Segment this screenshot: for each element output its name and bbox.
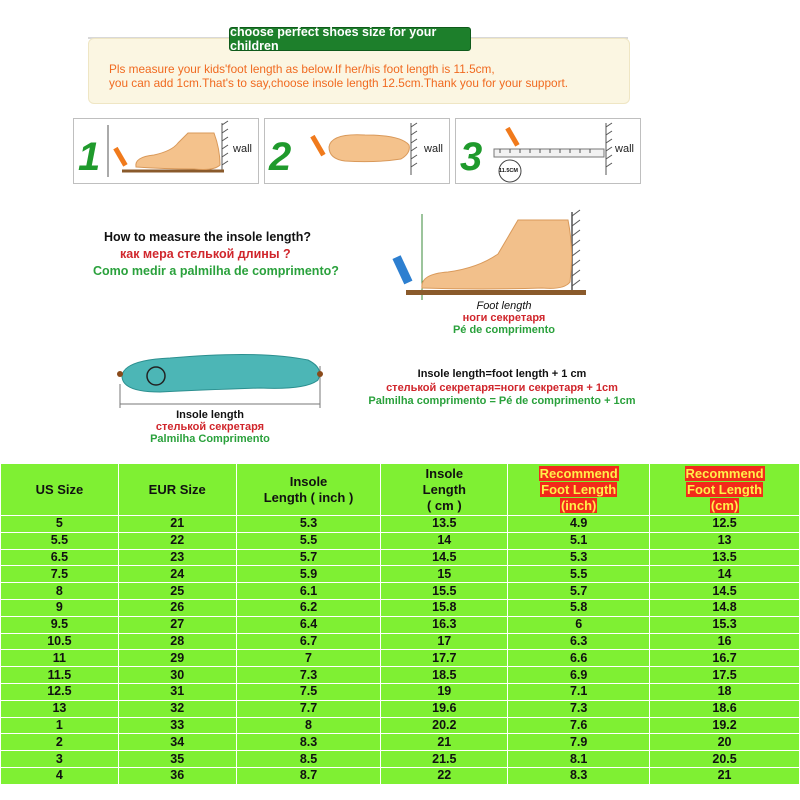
us-size-cell: 11 — [1, 650, 119, 667]
foot-top-illustration — [265, 119, 449, 183]
recommend-cm-cell: 16.7 — [650, 650, 800, 667]
us-size-cell: 7.5 — [1, 566, 119, 583]
recommend-cm-cell: 14.8 — [650, 599, 800, 616]
insole-pt: Palmilha Comprimento — [150, 433, 270, 445]
foot-length-en: Foot length — [476, 300, 532, 312]
header-line: (inch) — [560, 497, 597, 513]
insole-inch-cell: 7.5 — [236, 683, 381, 700]
ruler-reading: 11.5CM — [499, 168, 518, 174]
insole-inch-cell: 6.2 — [236, 599, 381, 616]
us-size-cell: 9 — [1, 599, 119, 616]
insole-inch-cell: 7.7 — [236, 700, 381, 717]
recommend-inch-cell: 6 — [508, 616, 650, 633]
eur-size-cell: 31 — [118, 683, 236, 700]
formula-ru: стелькой секретаря=ноги секретаря + 1cm — [386, 381, 618, 394]
insole-inch-cell: 8.3 — [236, 734, 381, 751]
eur-size-cell: 27 — [118, 616, 236, 633]
table-row — [1, 532, 800, 549]
header-eur-size: EUR Size — [118, 464, 236, 516]
table-row — [1, 616, 800, 633]
table-row — [1, 683, 800, 700]
eur-size-cell: 29 — [118, 650, 236, 667]
header-insole-cm — [381, 464, 508, 516]
header-line: Insole — [289, 473, 328, 489]
table-row — [1, 734, 800, 751]
table-row — [1, 566, 800, 583]
insole-cm-cell: 20.2 — [381, 717, 508, 734]
recommend-inch-cell: 8.3 — [508, 767, 650, 784]
recommend-cm-cell: 20 — [650, 734, 800, 751]
insole-inch-cell: 5.7 — [236, 549, 381, 566]
recommend-inch-cell: 6.6 — [508, 650, 650, 667]
step-1-panel — [73, 118, 259, 184]
header-us-size: US Size — [1, 464, 119, 516]
table-body — [1, 516, 800, 785]
recommend-cm-cell: 19.2 — [650, 717, 800, 734]
us-size-cell: 8 — [1, 583, 119, 600]
recommend-cm-cell: 12.5 — [650, 516, 800, 533]
step-number: 2 — [269, 135, 292, 179]
header-line: Length — [422, 481, 466, 497]
table-row — [1, 751, 800, 768]
how-to-ru: как мера стелькой длины ? — [120, 247, 291, 261]
table-row — [1, 583, 800, 600]
recommend-inch-cell: 4.9 — [508, 516, 650, 533]
eur-size-cell: 32 — [118, 700, 236, 717]
recommend-inch-cell: 5.1 — [508, 532, 650, 549]
insole-inch-cell: 6.7 — [236, 633, 381, 650]
us-size-cell: 4 — [1, 767, 119, 784]
insole-cm-cell: 21 — [381, 734, 508, 751]
foot-length-ru: ноги секретаря — [462, 312, 546, 324]
foot-length-caption — [444, 300, 564, 336]
recommend-cm-cell: 21 — [650, 767, 800, 784]
eur-size-cell: 28 — [118, 633, 236, 650]
recommend-inch-cell: 5.7 — [508, 583, 650, 600]
insole-cm-cell: 14 — [381, 532, 508, 549]
eur-size-cell: 26 — [118, 599, 236, 616]
insole-caption — [120, 409, 300, 445]
foot-side-illustration — [74, 119, 258, 183]
insole-cm-cell: 15.5 — [381, 583, 508, 600]
eur-size-cell: 21 — [118, 516, 236, 533]
insole-cm-cell: 13.5 — [381, 516, 508, 533]
header-recommend-cm — [650, 464, 800, 516]
us-size-cell: 9.5 — [1, 616, 119, 633]
header-insole-inch — [236, 464, 381, 516]
wall-label: wall — [424, 143, 443, 155]
insole-inch-cell: 7.3 — [236, 667, 381, 684]
table-row — [1, 667, 800, 684]
insole-ru: стелькой секретаря — [155, 421, 265, 433]
us-size-cell: 5 — [1, 516, 119, 533]
formula-text — [352, 368, 652, 409]
wall-label: wall — [233, 143, 252, 155]
us-size-cell: 2 — [1, 734, 119, 751]
ruler-illustration — [456, 119, 640, 183]
insole-cm-cell: 19.6 — [381, 700, 508, 717]
us-size-cell: 10.5 — [1, 633, 119, 650]
eur-size-cell: 30 — [118, 667, 236, 684]
step-number: 1 — [78, 135, 101, 179]
table-row — [1, 700, 800, 717]
insole-cm-cell: 16.3 — [381, 616, 508, 633]
eur-size-cell: 25 — [118, 583, 236, 600]
insole-illustration — [110, 346, 330, 410]
foot-length-illustration — [392, 208, 602, 304]
us-size-cell: 13 — [1, 700, 119, 717]
recommend-cm-cell: 14 — [650, 566, 800, 583]
recommend-inch-cell: 5.8 — [508, 599, 650, 616]
us-size-cell: 11.5 — [1, 667, 119, 684]
recommend-inch-cell: 5.3 — [508, 549, 650, 566]
insole-cm-cell: 17.7 — [381, 650, 508, 667]
insole-cm-cell: 22 — [381, 767, 508, 784]
header-line: Foot Length — [541, 481, 617, 497]
insole-cm-cell: 17 — [381, 633, 508, 650]
instruction-text — [109, 62, 629, 90]
us-size-cell: 6.5 — [1, 549, 119, 566]
eur-size-cell: 23 — [118, 549, 236, 566]
recommend-inch-cell: 7.3 — [508, 700, 650, 717]
recommend-inch-cell: 5.5 — [508, 566, 650, 583]
eur-size-cell: 36 — [118, 767, 236, 784]
eur-size-cell: 35 — [118, 751, 236, 768]
recommend-cm-cell: 20.5 — [650, 751, 800, 768]
insole-cm-cell: 14.5 — [381, 549, 508, 566]
us-size-cell: 12.5 — [1, 683, 119, 700]
header-line: Insole — [425, 465, 464, 481]
instruction-line-2: you can add 1cm.That's to say,choose insole length 12.5cm.Thank you for your support. — [109, 76, 569, 90]
eur-size-cell: 34 — [118, 734, 236, 751]
insole-cm-cell: 21.5 — [381, 751, 508, 768]
formula-en: Insole length=foot length + 1 cm — [417, 368, 587, 380]
size-chart-table — [0, 463, 800, 785]
insole-cm-cell: 15.8 — [381, 599, 508, 616]
us-size-cell: 3 — [1, 751, 119, 768]
recommend-cm-cell: 17.5 — [650, 667, 800, 684]
how-to-pt: Como medir a palmilha de comprimento? — [93, 264, 339, 278]
how-to-measure-text — [93, 229, 339, 280]
table-row — [1, 717, 800, 734]
header-line: Recommend — [539, 465, 618, 481]
foot-length-pt: Pé de comprimento — [452, 324, 556, 336]
insole-inch-cell: 8 — [236, 717, 381, 734]
step-3-panel — [455, 118, 641, 184]
eur-size-cell: 24 — [118, 566, 236, 583]
recommend-cm-cell: 15.3 — [650, 616, 800, 633]
instruction-line-1: Pls measure your kids'foot length as below.If her/his foot length is 11.5cm, — [109, 62, 495, 76]
recommend-inch-cell: 6.3 — [508, 633, 650, 650]
header-line: Length ( inch ) — [263, 489, 354, 505]
recommend-cm-cell: 18.6 — [650, 700, 800, 717]
header-line: Recommend — [685, 465, 764, 481]
recommend-cm-cell: 16 — [650, 633, 800, 650]
header-line: (cm) — [710, 497, 739, 513]
formula-pt: Palmilha comprimento = Pé de comprimento + 1cm — [368, 395, 636, 407]
step-2-panel — [264, 118, 450, 184]
insole-inch-cell: 5.9 — [236, 566, 381, 583]
table-row — [1, 650, 800, 667]
recommend-inch-cell: 7.9 — [508, 734, 650, 751]
recommend-inch-cell: 8.1 — [508, 751, 650, 768]
insole-en: Insole length — [176, 409, 244, 421]
table-row — [1, 633, 800, 650]
banner-title: choose perfect shoes size for your children — [229, 27, 471, 51]
wall-label: wall — [615, 143, 634, 155]
insole-inch-cell: 7 — [236, 650, 381, 667]
step-number: 3 — [460, 135, 483, 179]
eur-size-cell: 22 — [118, 532, 236, 549]
recommend-cm-cell: 14.5 — [650, 583, 800, 600]
insole-inch-cell: 6.1 — [236, 583, 381, 600]
recommend-cm-cell: 13.5 — [650, 549, 800, 566]
recommend-inch-cell: 7.1 — [508, 683, 650, 700]
recommend-cm-cell: 18 — [650, 683, 800, 700]
table-row — [1, 516, 800, 533]
table-row — [1, 767, 800, 784]
recommend-cm-cell: 13 — [650, 532, 800, 549]
insole-cm-cell: 19 — [381, 683, 508, 700]
insole-inch-cell: 8.7 — [236, 767, 381, 784]
table-row — [1, 549, 800, 566]
us-size-cell: 5.5 — [1, 532, 119, 549]
insole-inch-cell: 8.5 — [236, 751, 381, 768]
table-row — [1, 599, 800, 616]
insole-inch-cell: 5.5 — [236, 532, 381, 549]
table-header-row — [1, 464, 800, 516]
header-line: ( cm ) — [426, 497, 462, 513]
us-size-cell: 1 — [1, 717, 119, 734]
insole-cm-cell: 15 — [381, 566, 508, 583]
header-recommend-inch — [508, 464, 650, 516]
insole-inch-cell: 5.3 — [236, 516, 381, 533]
recommend-inch-cell: 6.9 — [508, 667, 650, 684]
insole-cm-cell: 18.5 — [381, 667, 508, 684]
eur-size-cell: 33 — [118, 717, 236, 734]
header-line: Foot Length — [687, 481, 763, 497]
how-to-en: How to measure the insole length? — [104, 230, 311, 244]
insole-inch-cell: 6.4 — [236, 616, 381, 633]
recommend-inch-cell: 7.6 — [508, 717, 650, 734]
